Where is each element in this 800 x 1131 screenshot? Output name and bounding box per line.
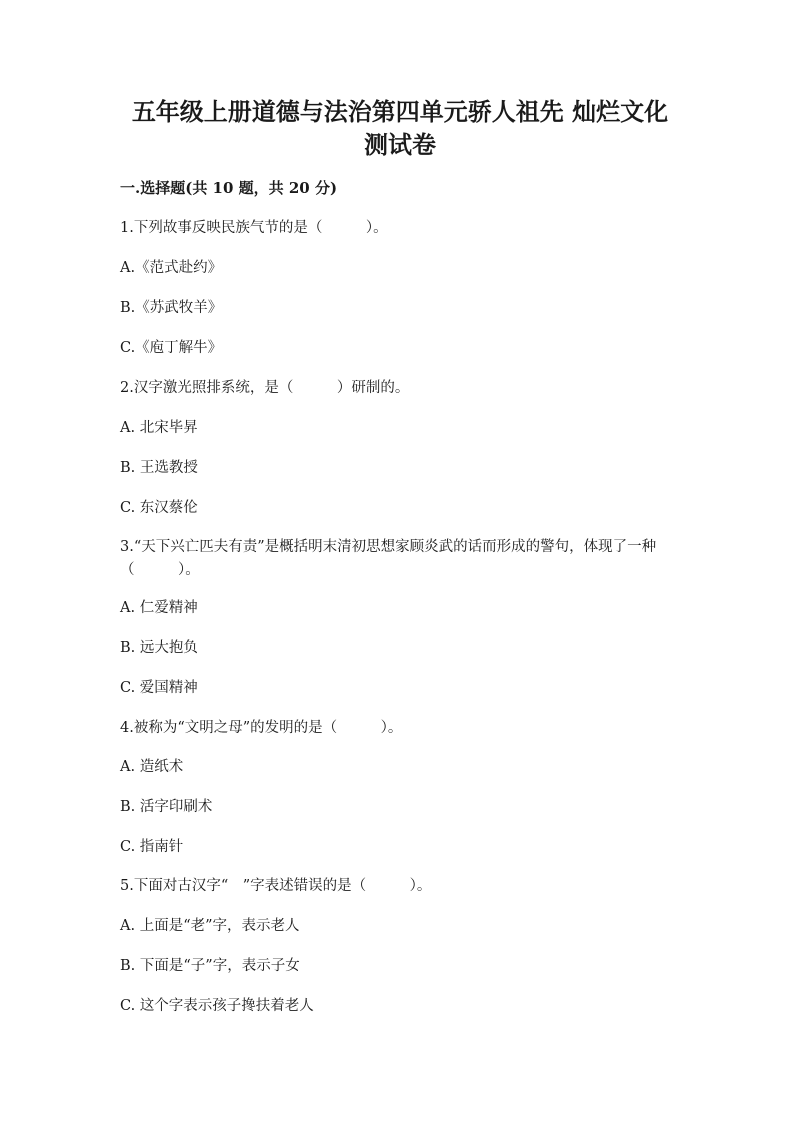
- document-title-line-1: 五年级上册道德与法治第四单元骄人祖先 灿烂文化: [131, 97, 669, 126]
- question-5-option-b: B. 下面是“子”字，表示子女: [120, 958, 300, 974]
- question-4-option-a: A. 造纸术: [120, 759, 184, 775]
- question-5-option-a: A. 上面是“老”字，表示老人: [120, 918, 300, 934]
- question-4-option-c: C. 指南针: [120, 839, 184, 855]
- question-1-stem: 1.下列故事反映民族气节的是（ ）。: [120, 220, 388, 236]
- question-1-option-a: A.《范式赴约》: [120, 260, 223, 276]
- question-3-option-b: B. 远大抱负: [120, 640, 198, 656]
- question-4-option-b: B. 活字印刷术: [120, 799, 213, 815]
- question-4-stem: 4.被称为“文明之母”的发明的是（ ）。: [120, 720, 403, 736]
- document-title-line-2: 测试卷: [364, 130, 436, 159]
- question-2-stem: 2.汉字激光照排系统，是（ ）研制的。: [120, 380, 410, 396]
- question-3-stem: 3.“天下兴亡匹夫有责”是概括明末清初思想家顾炎武的话而形成的警句，体现了一种（ ）。: [120, 539, 657, 578]
- question-3-option-a: A. 仁爱精神: [120, 600, 198, 616]
- question-3-option-c: C. 爱国精神: [120, 680, 198, 696]
- question-5-stem: 5.下面对古汉字“ ”字表述错误的是（ ）。: [120, 878, 432, 894]
- question-2-option-b: B. 王选教授: [120, 460, 198, 476]
- question-2-option-c: C. 东汉蔡伦: [120, 500, 198, 516]
- question-1-option-b: B.《苏武牧羊》: [120, 300, 223, 316]
- question-2-option-a: A. 北宋毕昇: [120, 420, 198, 436]
- question-1-option-c: C.《庖丁解牛》: [120, 340, 223, 356]
- question-5-option-c: C. 这个字表示孩子搀扶着老人: [120, 998, 314, 1014]
- section-heading: 一.选择题(共 10 题，共 20 分): [120, 179, 338, 197]
